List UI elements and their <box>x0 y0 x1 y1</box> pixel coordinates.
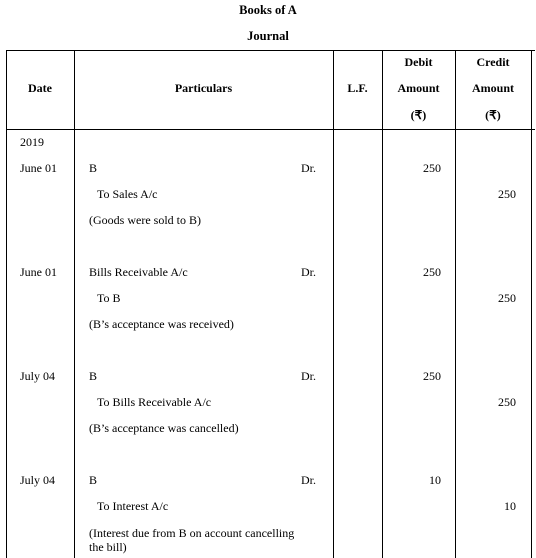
entry-debit-account: B <box>89 473 98 487</box>
header-credit-line2: Amount <box>471 81 514 95</box>
entry-debit-amount: 250 <box>423 161 441 175</box>
table-right-border <box>531 50 532 558</box>
entry-debit-account: B <box>89 369 98 383</box>
entry-credit-amount: 250 <box>498 187 516 201</box>
journal-title: Journal <box>247 29 289 43</box>
header-date: Date <box>28 81 52 95</box>
date-column-divider <box>74 50 75 558</box>
header-credit-line1: Credit <box>476 55 510 69</box>
entry-credit-account: To Sales A/c <box>97 187 158 201</box>
entry-date: June 01 <box>20 161 57 175</box>
entry-narration: (Goods were sold to B) <box>89 213 201 227</box>
header-credit-line3: (₹) <box>485 108 501 122</box>
table-left-border <box>6 50 7 558</box>
entry-dr-label: Dr. <box>301 265 316 279</box>
entry-debit-account: B <box>89 161 98 175</box>
header-debit-line2: Amount <box>397 81 440 95</box>
year-label: 2019 <box>20 135 44 149</box>
entry-debit-amount: 250 <box>423 265 441 279</box>
entry-narration: (B’s acceptance was cancelled) <box>89 421 239 435</box>
entry-dr-label: Dr. <box>301 161 316 175</box>
entry-credit-amount: 10 <box>504 499 516 513</box>
particulars-column-divider <box>333 50 334 558</box>
entry-debit-amount: 250 <box>423 369 441 383</box>
entry-credit-amount: 250 <box>498 291 516 305</box>
entry-credit-account: To B <box>97 291 121 305</box>
header-lf: L.F. <box>347 81 368 95</box>
entry-debit-amount: 10 <box>429 473 441 487</box>
entry-date: June 01 <box>20 265 57 279</box>
entry-dr-label: Dr. <box>301 369 316 383</box>
entry-date: July 04 <box>20 369 56 383</box>
entry-narration-line2: the bill) <box>89 540 127 554</box>
entry-debit-account: Bills Receivable A/c <box>89 265 188 279</box>
entry-credit-account: To Interest A/c <box>97 499 169 513</box>
entry-date: July 04 <box>20 473 56 487</box>
entry-narration: (B’s acceptance was received) <box>89 317 234 331</box>
entry-dr-label: Dr. <box>301 473 316 487</box>
entry-narration-line1: (Interest due from B on account cancelling <box>89 526 295 540</box>
header-debit-line1: Debit <box>404 55 433 69</box>
book-title: Books of A <box>239 3 297 17</box>
entry-credit-amount: 250 <box>498 395 516 409</box>
header-debit-line3: (₹) <box>410 108 427 122</box>
entry-credit-account: To Bills Receivable A/c <box>97 395 212 409</box>
header-particulars: Particulars <box>174 81 233 95</box>
